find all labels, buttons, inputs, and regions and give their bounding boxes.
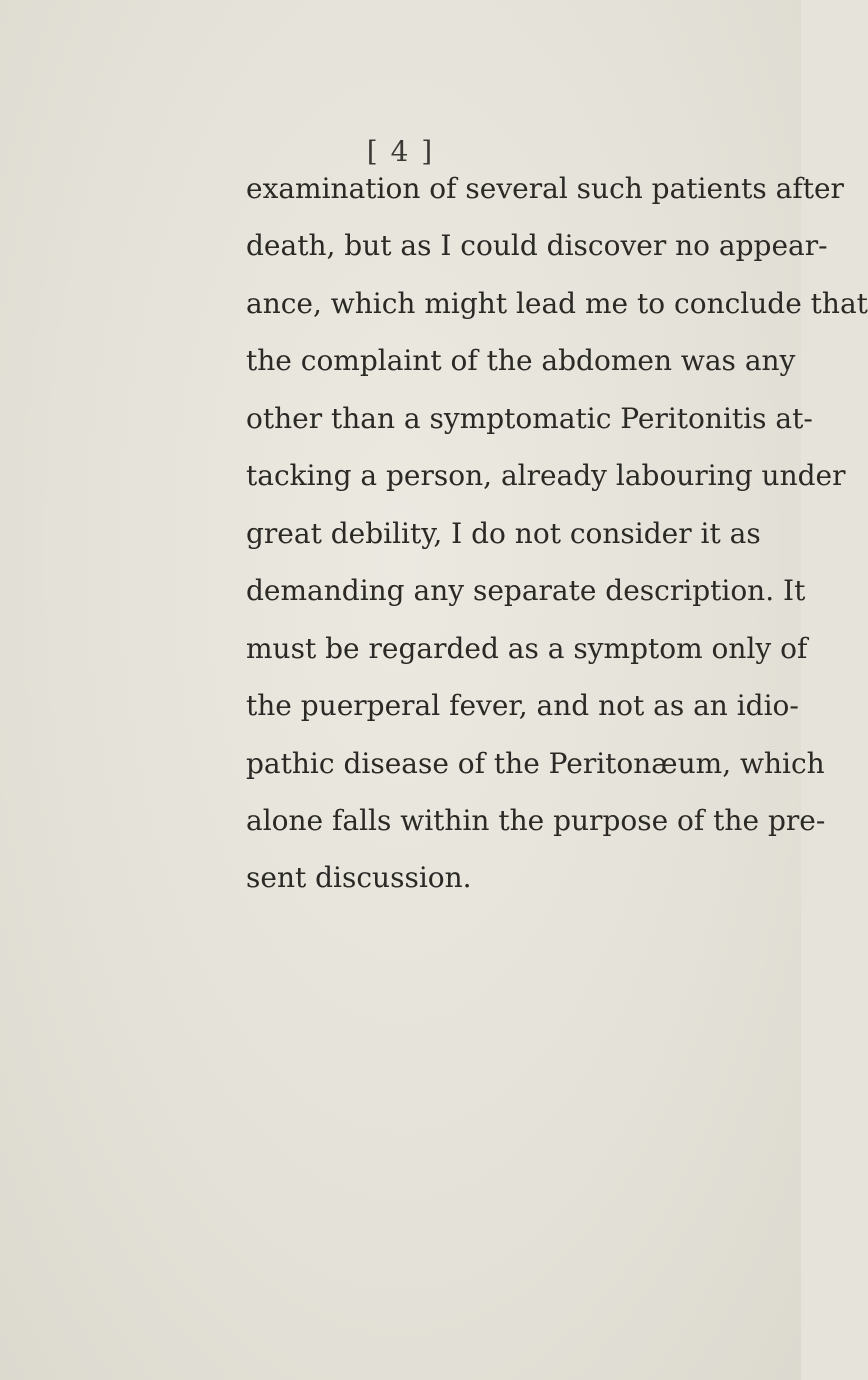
text-line: pathic disease of the Peritonæum, which — [246, 747, 825, 780]
text-line: alone falls within the purpose of the pre- — [246, 804, 826, 837]
text-line: tacking a person, already labouring under — [246, 459, 846, 492]
text-line: great debility, I do not consider it as — [246, 517, 761, 550]
text-line: other than a symptomatic Peritonitis at- — [246, 402, 813, 435]
page-number: [ 4 ] — [366, 135, 435, 168]
text-line: death, but as I could discover no appear- — [246, 229, 828, 262]
text-line: the puerperal fever, and not as an idio- — [246, 689, 799, 722]
text-line: ance, which might lead me to conclude that — [246, 287, 868, 320]
text-line: demanding any separate description. It — [246, 574, 806, 607]
text-line: examination of several such patients after — [246, 172, 844, 205]
text-line: sent discussion. — [246, 861, 472, 894]
text-line: the complaint of the abdomen was any — [246, 344, 796, 377]
text-line: must be regarded as a symptom only of — [246, 632, 808, 665]
